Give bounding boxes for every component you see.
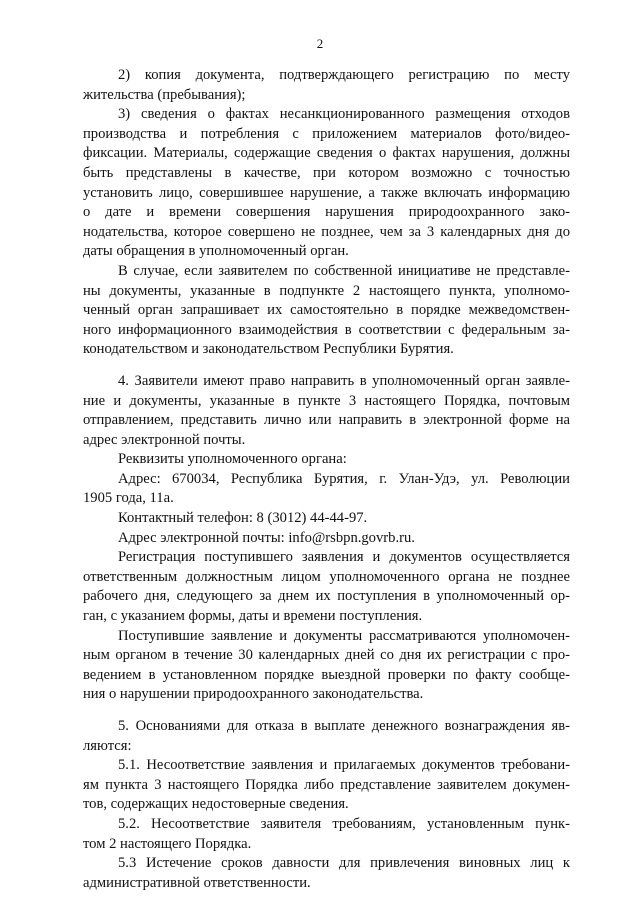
paragraph [83,627,570,705]
text-line: 5.3 Истечение сроков давности для привлечения виновных лиц к [118,855,570,872]
text-line: ляются: [83,737,132,754]
section-gap [83,360,570,372]
text-line: Реквизиты уполномоченного органа: [118,451,347,468]
text-line: В случае, если заявителем по собственной инициативе не представле- [118,262,570,279]
text-line: ным органом в течение 30 календарных дней со дня их регистрации с про- [83,647,570,664]
paragraph [83,529,570,549]
paragraph [83,262,570,360]
text-line: быть представлены в качестве, при котором возможно с точностью [83,164,570,181]
text-line: адрес электронной почты. [83,431,246,448]
paragraph [83,548,570,626]
paragraph [83,66,570,105]
text-line: ям пункта 3 настоящего Порядка либо представление заявителем докумен- [83,776,570,793]
text-line: тов, содержащих недостоверные сведения. [83,796,349,813]
paragraph [83,509,570,529]
paragraph [83,854,570,893]
text-line: 3) сведения о фактах несанкционированного размещения отходов [118,106,570,123]
text-line: 4. Заявители имеют право направить в уполномоченный орган заявле- [118,372,570,389]
section-gap [83,705,570,717]
text-line: Адрес электронной почты: info@rsbpn.govrb.ru. [118,529,415,546]
paragraph [83,105,570,262]
paragraph [83,815,570,854]
paragraph [83,470,570,509]
text-line: 1905 года, 11а. [83,490,174,507]
text-line: ответственным должностным лицом уполномоченного органа не позднее [83,568,570,585]
text-line: ведением в установленном порядке выездной проверки по факту сообще- [83,666,570,683]
paragraph [83,372,570,450]
text-line: Поступившие заявление и документы рассматриваются уполномочен- [118,627,570,644]
text-line: Адрес: 670034, Республика Бурятия, г. Улан-Удэ, ул. Революции [118,470,570,487]
text-line: 5.2. Несоответствие заявителя требованиям, установленным пунк- [118,815,570,832]
text-line: о дате и времени совершения нарушения природоохранного зако- [83,204,570,221]
paragraph [83,717,570,756]
paragraph [83,450,570,470]
text-line: Регистрация поступившего заявления и документов осуществляется [118,549,570,566]
text-line: ган, с указанием формы, даты и времени поступления. [83,608,423,625]
page-number: 2 [316,36,324,51]
text-line: ния о нарушении природоохранного законодательства. [83,686,424,703]
text-line: Контактный телефон: 8 (3012) 44-44-97. [118,510,368,527]
text-line: рабочего дня, следующего за днем их поступления в уполномоченный ор- [83,588,570,605]
text-line: 2) копия документа, подтверждающего регистрацию по месту [118,67,570,83]
paragraph [83,756,570,815]
text-line: ны документы, указанные в подпункте 2 настоящего пункта, уполномо- [83,282,570,299]
text-line: фиксации. Материалы, содержащие сведения о фактах нарушения, должны [83,145,570,162]
text-line: отправлением, представить лично или направить в электронной форме на [83,412,570,429]
text-line: 5. Основаниями для отказа в выплате денежного вознаграждения яв- [118,718,570,734]
text-line: даты обращения в уполномоченный орган. [83,243,349,260]
text-line: ченный орган запрашивает их самостоятельно в порядке межведомствен- [83,302,570,319]
text-line: 5.1. Несоответствие заявления и прилагаемых документов требовани- [118,757,570,774]
text-line: производства и потребления с приложением материалов фото/видео- [83,125,570,142]
text-line: ние и документы, указанные в пункте 3 настоящего Порядка, почтовым [83,392,570,409]
text-line: конодательством и законодательством Республики Бурятия. [83,341,454,358]
text-line: установить лицо, совершившее нарушение, а также включать информацию [83,184,570,201]
document-body [83,66,570,893]
text-line: том 2 настоящего Порядка. [83,835,252,852]
text-line: административной ответственности. [83,874,311,891]
text-line: ного информационного взаимодействия в соответствии с федеральным за- [83,321,570,338]
text-line: нодательства, которое совершено не позднее, чем за 3 календарных дня до [83,223,570,240]
text-line: жительства (пребывания); [83,86,246,103]
